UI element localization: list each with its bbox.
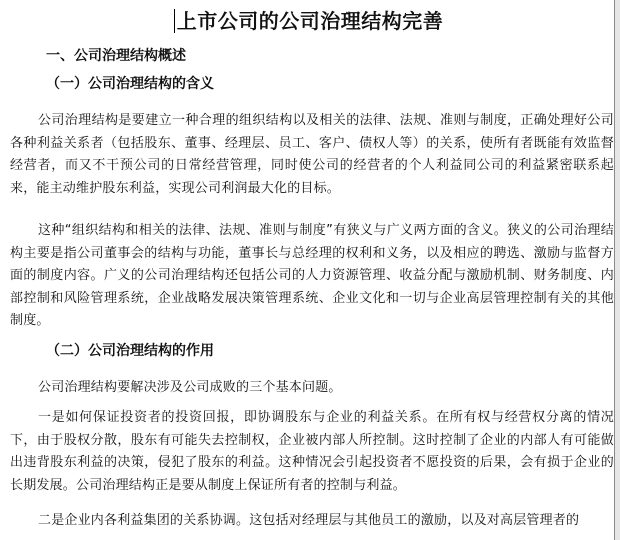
- page-scroll-edge[interactable]: [615, 0, 620, 540]
- paragraph-interest-groups: 二是企业内各利益集团的关系协调。这包括对经理层与其他员工的激励，以及对高层管理者的: [38, 513, 580, 528]
- subsection-heading-meaning: （一）公司治理结构的含义: [46, 76, 214, 92]
- paragraph-scope: 这种“组织结构和相关的法律、法规、准则与制度”有狭义与广义两方面的含义。狭义的公司治理结构主要是指公司董事会的结构与功能，董事长与总经理的权利和义务，以及相应的聘选、激励与监督方面的制度内容。广义的公司治理结构还包括公司的人力资源管理、收益分配与激励机制、财务制度、内部控制和风险管理系统，企业战略发展决策管理系统、企业文化和一切与企业高层管理控制有关的其他制度。: [10, 223, 614, 328]
- paragraph-definition: 公司治理结构是要建立一种合理的组织结构以及相关的法律、法规、准则与制度，正确处理好公司各种利益关系者（包括股东、董事、经理层、员工、客户、债权人等）的关系，使所有者既能有效监督经营者，而又不干预公司的日常经营管理，同时使公司的经营者的个人利益同公司的利益紧密联系起来，能主动维护股东利益，实现公司利润最大化的目标。: [10, 113, 614, 196]
- document-title: 上市公司的公司治理结构完善: [176, 9, 444, 33]
- section-heading: 一、公司治理结构概述: [46, 48, 186, 64]
- subsection-heading-function: （二）公司治理结构的作用: [46, 343, 214, 359]
- paragraph-investor-return: 一是如何保证投资者的投资回报，即协调股东与企业的利益关系。在所有权与经营权分离的情况下，由于股权分散，股东有可能失去控制权，企业被内部人所控制。这时控制了企业的内部人有可能做出违背股东利益的决策，侵犯了股东的利益。这种情况会引起投资者不愿投资的后果，会有损于企业的长期发展。公司治理结构正是要从制度上保证所有者的控制与利益。: [10, 410, 614, 493]
- paragraph-basic-problems: 公司治理结构要解决涉及公司成败的三个基本问题。: [38, 380, 342, 395]
